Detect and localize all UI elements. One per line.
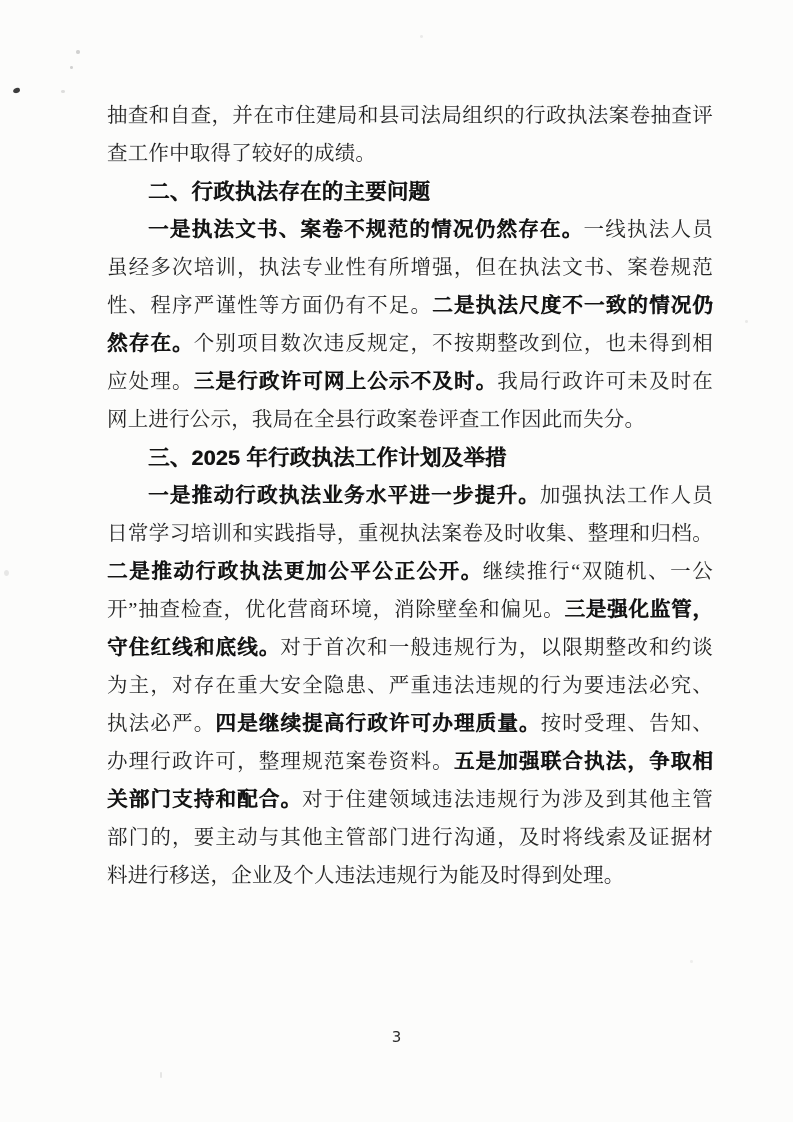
text-line xyxy=(107,211,713,249)
scan-speck xyxy=(160,1072,162,1078)
text-line xyxy=(107,135,713,173)
text-line xyxy=(107,363,713,401)
scan-speck xyxy=(745,320,748,323)
text-run: 为主，对存在重大安全隐患、严重违法违规的行为要违法必究、 xyxy=(107,675,713,697)
text-line xyxy=(107,819,713,857)
scan-speck xyxy=(61,90,65,93)
text-line xyxy=(107,287,713,325)
text-run: 对于住建领域违法违规行为涉及到其他主管 xyxy=(302,789,713,811)
text-run: 部门的，要主动与其他主管部门进行沟通，及时将线索及证据材 xyxy=(107,827,713,849)
text-run: 执法必严。 xyxy=(107,713,216,735)
text-run: 加强执法工作人员 xyxy=(539,485,713,507)
text-run: 对于首次和一般违规行为，以限期整改和约谈 xyxy=(280,637,713,659)
text-line xyxy=(107,667,713,705)
text-run: 办理行政许可，整理规范案卷资料。 xyxy=(107,751,454,773)
text-run: 一线执法人员 xyxy=(583,219,713,241)
text-line xyxy=(107,781,713,819)
text-run: 守住红线和底线。 xyxy=(107,637,281,659)
scan-speck xyxy=(690,960,693,963)
scan-speck xyxy=(4,570,9,576)
text-block xyxy=(107,97,713,895)
text-line xyxy=(107,401,713,439)
text-line xyxy=(107,477,713,515)
text-run: 个别项目数次违反规定，不按期整改到位，也未得到相 xyxy=(193,333,713,355)
text-run: 抽查和自查，并在市住建局和县司法局组织的行政执法案卷抽查评 xyxy=(107,105,713,127)
text-line xyxy=(107,629,713,667)
text-run: 一是执法文书、案卷不规范的情况仍然存在。 xyxy=(148,219,584,241)
text-run: 料进行移送，企业及个人违法违规行为能及时得到处理。 xyxy=(107,865,625,887)
scan-speck xyxy=(420,35,423,38)
text-line xyxy=(107,705,713,743)
text-line xyxy=(107,743,713,781)
text-run: 开”抽查检查，优化营商环境，消除壁垒和偏见。 xyxy=(107,599,565,621)
text-line xyxy=(107,515,713,553)
text-run: 二、行政执法存在的主要问题 xyxy=(148,180,431,204)
text-run: 查工作中取得了较好的成绩。 xyxy=(107,143,377,165)
text-run: 三是行政许可网上公示不及时。 xyxy=(193,371,498,393)
text-line xyxy=(107,591,713,629)
text-run: 一是推动行政执法业务水平进一步提升。 xyxy=(148,485,540,507)
text-line xyxy=(107,325,713,363)
text-run: 应处理。 xyxy=(107,371,194,393)
text-run: 三是强化监管， xyxy=(564,599,714,621)
text-line xyxy=(107,857,713,895)
text-run: 二是执法尺度不一致的情况仍 xyxy=(432,295,714,317)
page-number: 3 xyxy=(391,1028,402,1046)
text-run: 五是加强联合执法，争取相 xyxy=(453,751,713,773)
text-line xyxy=(107,249,713,287)
section-heading xyxy=(107,439,713,477)
section-heading xyxy=(107,173,713,211)
scan-speck xyxy=(70,66,73,69)
text-run: 四是继续提高行政许可办理质量。 xyxy=(215,713,541,735)
scan-speck xyxy=(76,50,80,54)
text-run: 然存在。 xyxy=(107,333,194,355)
text-run: 二是推动行政执法更加公平公正公开。 xyxy=(107,561,483,583)
text-run: 继续推行“双随机、一公 xyxy=(482,561,713,583)
text-run: 关部门支持和配合。 xyxy=(107,789,303,811)
text-run: 按时受理、告知、 xyxy=(540,713,714,735)
text-run: 日常学习培训和实践指导，重视执法案卷及时收集、整理和归档。 xyxy=(107,523,713,545)
scan-speck xyxy=(12,87,20,94)
text-run: 性、程序严谨性等方面仍有不足。 xyxy=(107,295,433,317)
text-run: 三、2025 年行政执法工作计划及举措 xyxy=(148,446,507,470)
text-line xyxy=(107,97,713,135)
text-run: 虽经多次培训，执法专业性有所增强，但在执法文书、案卷规范 xyxy=(107,257,713,279)
text-run: 网上进行公示，我局在全县行政案卷评查工作因此而失分。 xyxy=(107,409,646,431)
text-line xyxy=(107,553,713,591)
text-run: 我局行政许可未及时在 xyxy=(497,371,713,393)
